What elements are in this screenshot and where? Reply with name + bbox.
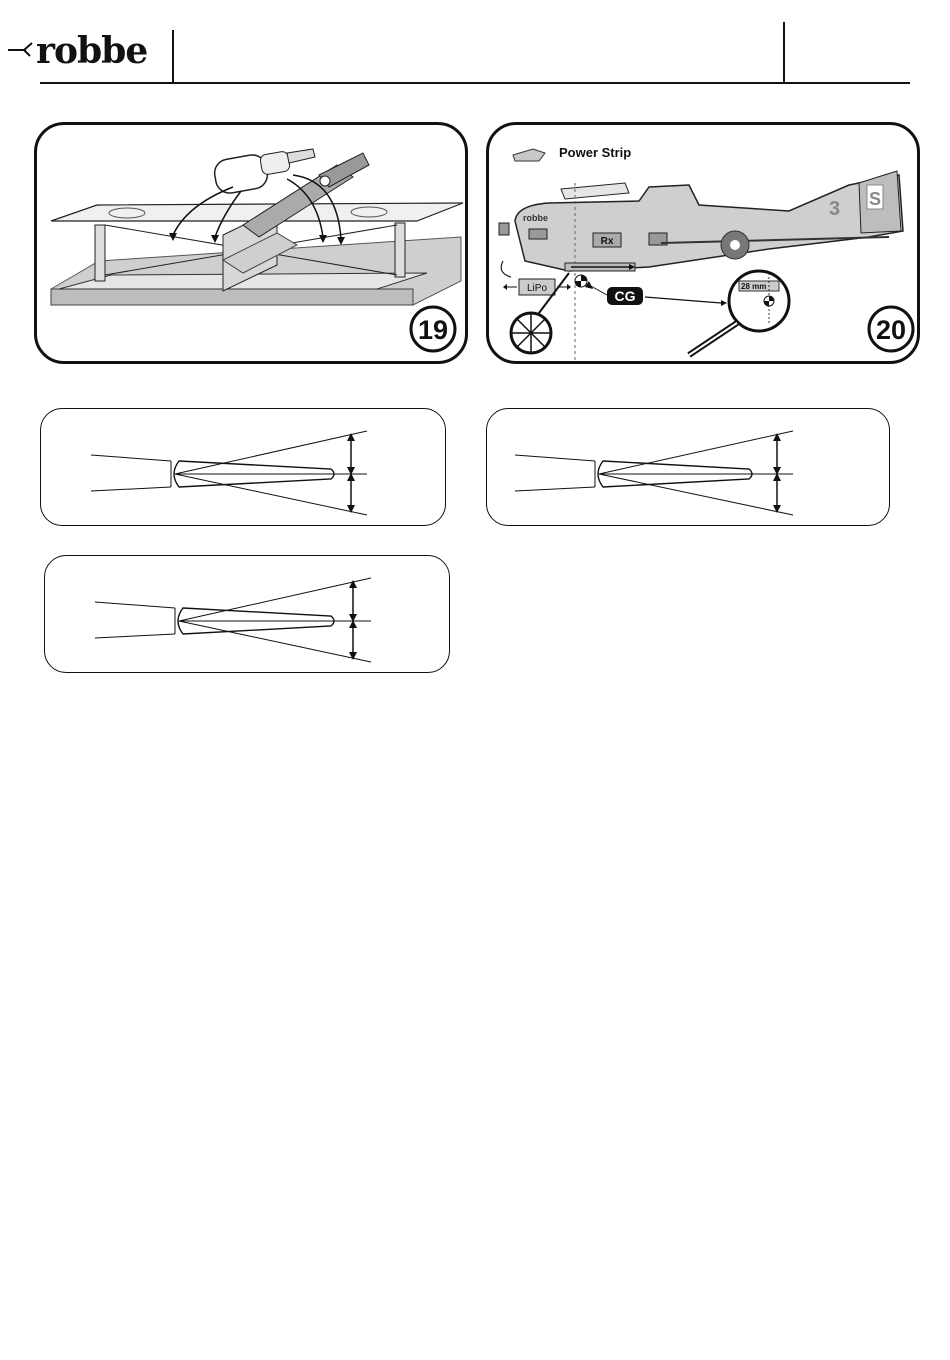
svg-text:robbe: robbe (523, 213, 549, 223)
logo-mark-icon (8, 40, 38, 60)
header-rule (40, 82, 910, 84)
magnifier-icon (729, 271, 789, 331)
biplane-wing-gluing-illustration (37, 125, 465, 361)
control-surface-throw-diagram (487, 409, 889, 525)
cg-label: CG (614, 288, 636, 304)
throw-diagram-1 (40, 408, 446, 526)
fuselage-numeral: 3 (829, 198, 841, 220)
throw-diagram-3 (44, 555, 450, 673)
header-divider (172, 30, 174, 84)
figure-number: 20 (875, 315, 907, 345)
throw-diagram-2 (486, 408, 890, 526)
figure-19-panel (34, 122, 468, 364)
receiver-label: Rx (600, 236, 614, 247)
power-strip-label: Power Strip (559, 145, 632, 160)
power-strip-icon (513, 149, 545, 161)
control-surface-throw-diagram (45, 556, 449, 672)
cg-distance: 28 mm (741, 282, 767, 291)
figure-20-panel (486, 122, 920, 364)
tail-letter: S (868, 189, 882, 209)
battery-label: LiPo (526, 283, 548, 294)
aircraft-cg-illustration (489, 125, 917, 361)
brand-logo (8, 30, 158, 74)
control-surface-throw-diagram (41, 409, 445, 525)
figure-number: 19 (417, 315, 449, 345)
header-divider (783, 22, 785, 84)
brand-name: robbe (36, 30, 148, 72)
